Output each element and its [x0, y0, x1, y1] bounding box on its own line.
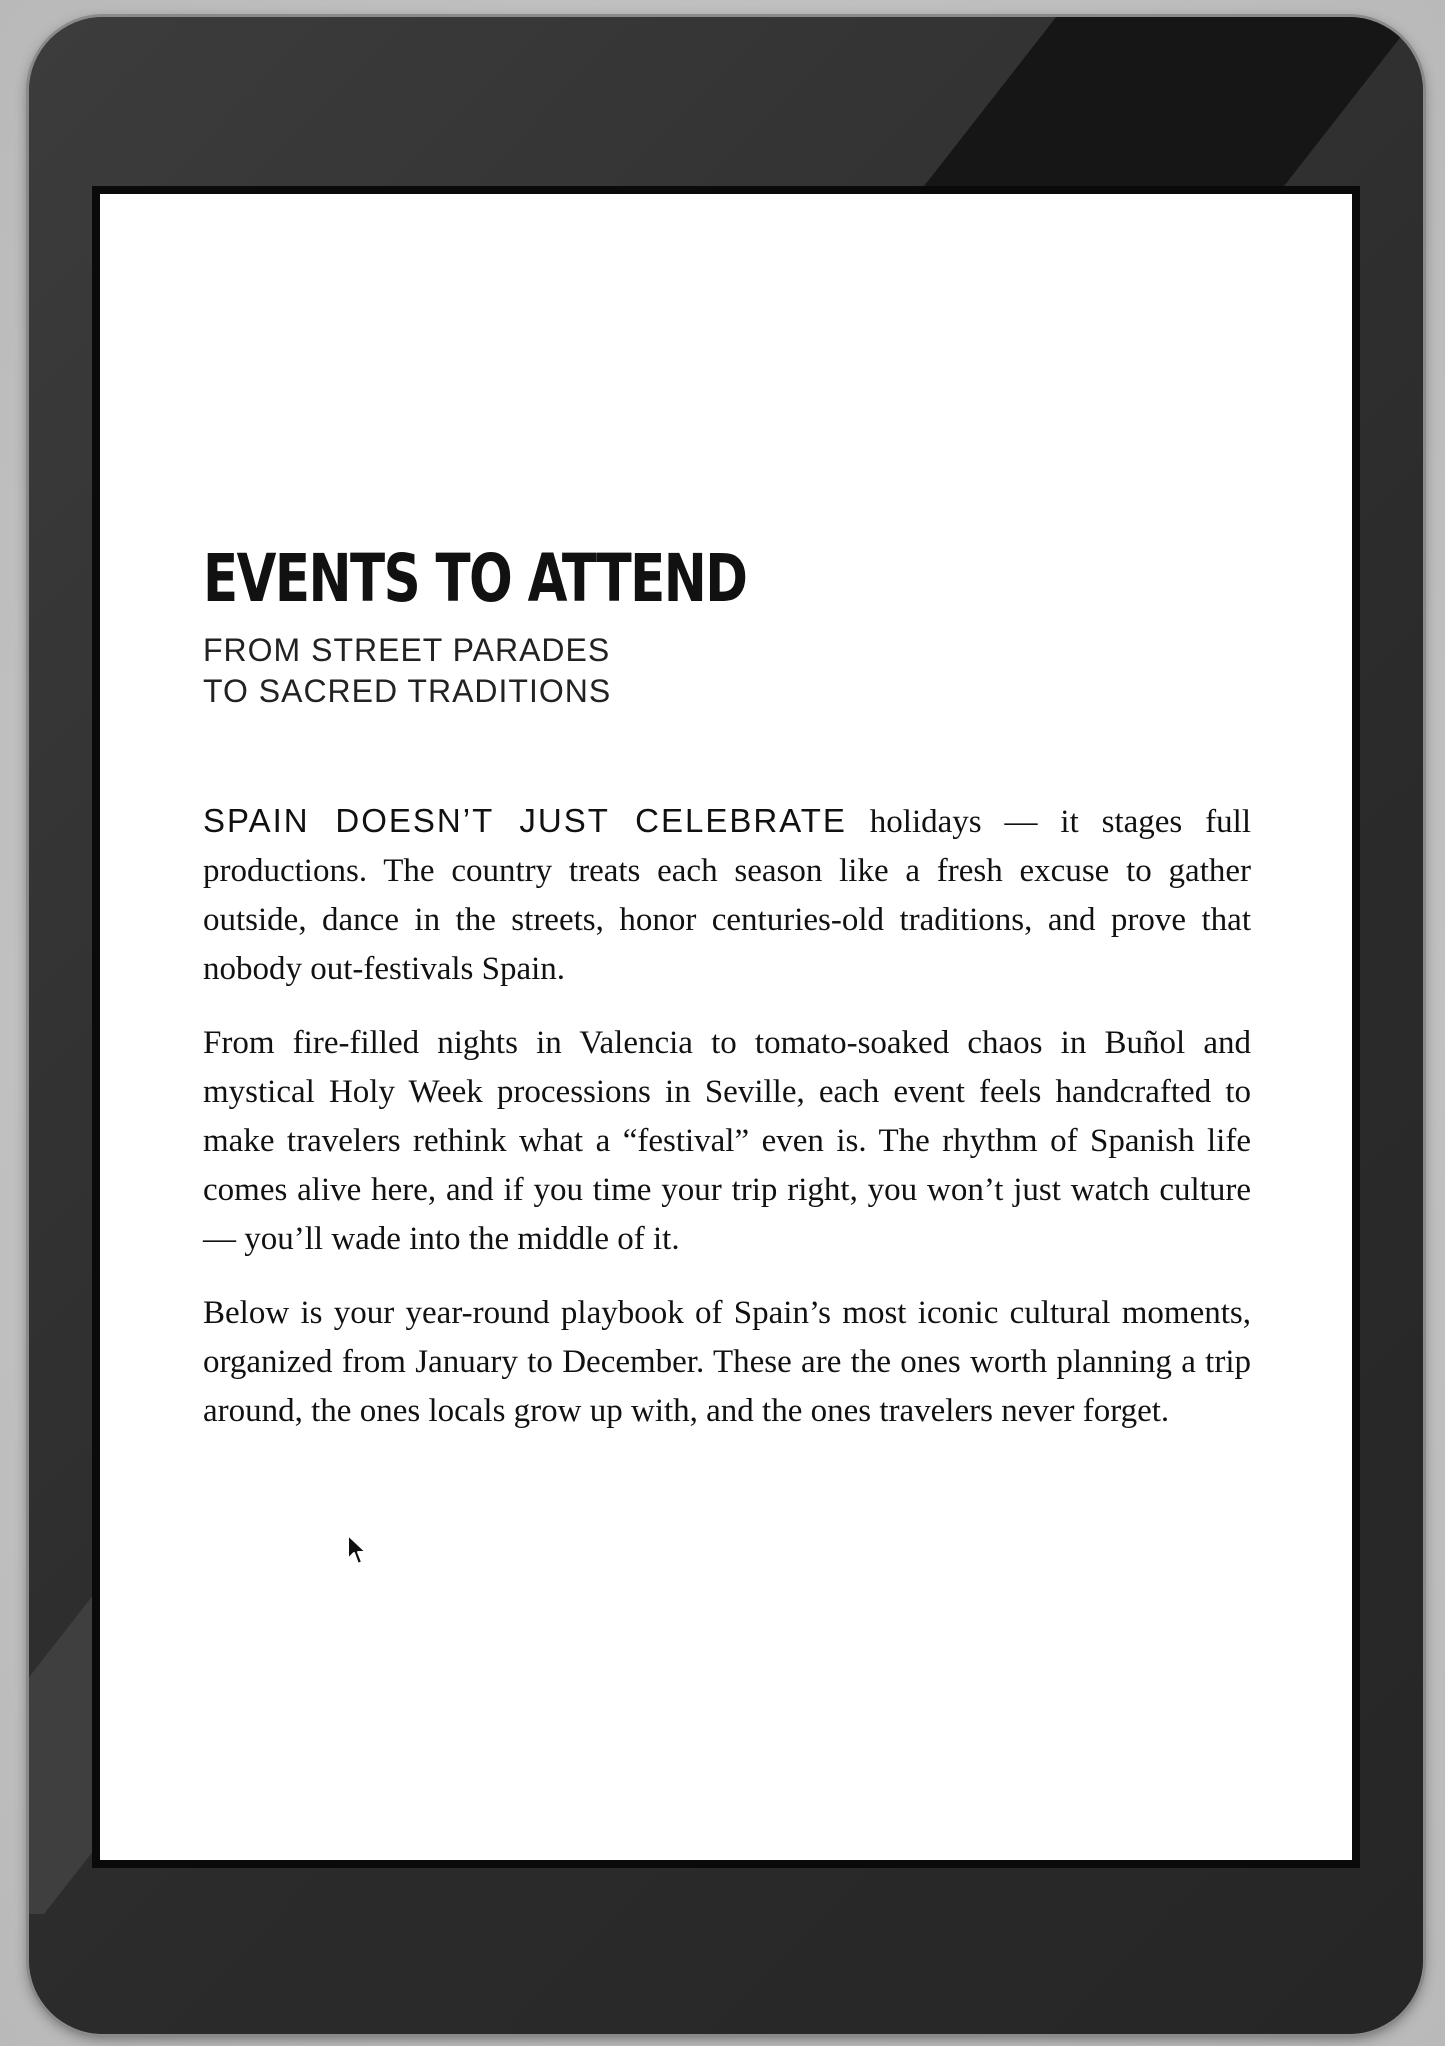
paragraph-festivals: From fire-filled nights in Valencia to tomato-soaked chaos in Buñol and mystical Holy Week processions in Seville, each event feels handcrafted to make travelers rethink what a “festival” even is. The rhythm of Spanish life comes alive here, and if you time your trip right, you won’t just watch culture — you’ll wade into the middle of it.	[203, 1025, 1251, 1257]
paragraph-playbook: Below is your year-round playbook of Spain’s most iconic cultural moments, organized from January to December. These are the ones worth planning a trip around, the ones locals grow up with, and the ones travelers never forget.	[203, 1295, 1251, 1429]
mouse-pointer-icon	[346, 1533, 368, 1567]
paragraph-intro-text: holidays — it stages full productions. The country treats each season like a fresh excuse to gather outside, dance in the streets, honor centuries-old traditions, and prove that nobody out-festivals Spain.	[203, 804, 1251, 987]
ebook-page[interactable]	[92, 186, 1360, 1868]
subtitle-line-2: TO SACRED TRADITIONS	[203, 673, 612, 709]
subtitle-line-1: FROM STREET PARADES	[203, 632, 611, 668]
page-subtitle	[203, 630, 1251, 712]
lead-in-text: SPAIN DOESN’T JUST CELEBRATE	[203, 802, 847, 839]
page-content	[203, 540, 1251, 1461]
paragraph-intro	[203, 796, 1251, 994]
page-title: EVENTS TO ATTEND	[203, 540, 747, 617]
